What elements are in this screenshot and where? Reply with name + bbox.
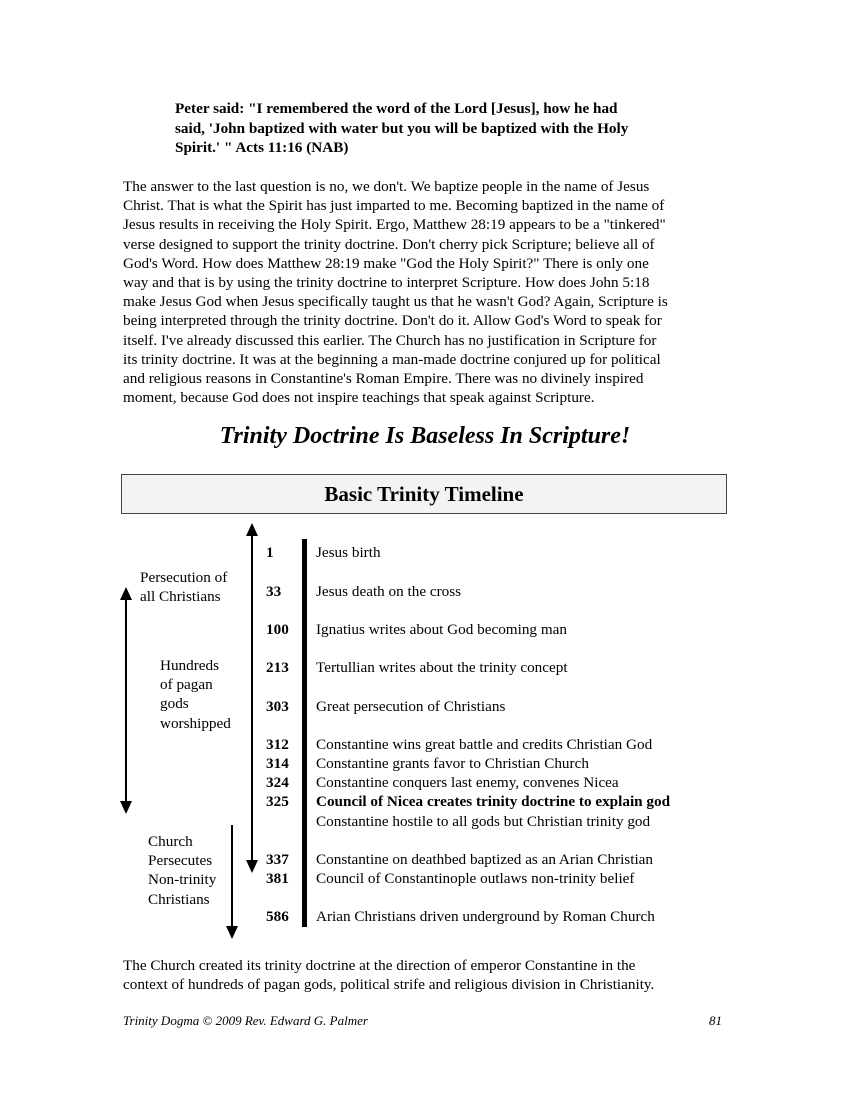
quote-line: said, 'John baptized with water but you will be baptized with the Holy [175, 119, 629, 137]
timeline-year: 324 [266, 774, 289, 791]
paragraph-line: moment, because God does not inspire teachings that speak against Scripture. [123, 389, 595, 407]
timeline-event: Constantine on deathbed baptized as an Arian Christian [316, 851, 653, 868]
arrow-down-icon [226, 926, 238, 939]
timeline-event: Constantine grants favor to Christian Church [316, 755, 589, 772]
timeline-event: Ignatius writes about God becoming man [316, 621, 567, 638]
timeline-event: Tertullian writes about the trinity concept [316, 659, 568, 676]
timeline-event-highlight: Council of Nicea creates trinity doctrine to explain god [316, 793, 671, 810]
timeline-year: 100 [266, 621, 289, 638]
timeline-year: 1 [266, 544, 274, 561]
paragraph-line: Jesus results in receiving the Holy Spirit. Ergo, Matthew 28:19 appears to be a "tinkered" [123, 216, 666, 234]
timeline-event: Great persecution of Christians [316, 698, 506, 715]
scripture-quote [175, 99, 695, 158]
persecution-arrow-line [125, 598, 127, 803]
paragraph-line: itself. I've already discussed this earlier. The Church has no justification in Scripture for [123, 331, 657, 349]
persecution-label: Persecution of all Christians [140, 569, 228, 606]
paragraph-line: God's Word. How does Matthew 28:19 make "God the Holy Spirit?" There is only one [123, 254, 649, 272]
timeline-event: Arian Christians driven underground by Roman Church [316, 908, 655, 925]
timeline-event: Constantine hostile to all gods but Christian trinity god [316, 813, 651, 830]
timeline-event: Constantine conquers last enemy, convenes Nicea [316, 774, 619, 791]
paragraph-line: being interpreted through the trinity doctrine. Don't do it. Allow God's Word to speak for [123, 312, 662, 330]
timeline-year: 314 [266, 755, 289, 772]
timeline-year: 586 [266, 908, 289, 925]
timeline-event: Jesus birth [316, 544, 381, 561]
page-number: 81 [709, 1013, 722, 1028]
quote-line: Spirit.' " Acts 11:16 (NAB) [175, 139, 349, 156]
pagan-gods-label: Hundreds of pagan gods worshipped [160, 657, 231, 732]
paragraph-line: The Church created its trinity doctrine at the direction of emperor Constantine in the [123, 957, 636, 974]
church-persecutes-label: Church Persecutes Non-trinity Christians [148, 833, 217, 908]
timeline-bar [302, 539, 307, 927]
paragraph-line: way and that is by using the trinity doctrine to interpret Scripture. How does John 5:18 [123, 274, 650, 292]
section-heading-text: Trinity Doctrine Is Baseless In Scripture! [219, 423, 631, 449]
quote-line: Peter said: "I remembered the word of the Lord [Jesus], how he had [175, 100, 618, 117]
timeline-year: 325 [266, 793, 289, 810]
closing-paragraph [123, 956, 733, 994]
timeline-title: Basic Trinity Timeline [324, 482, 524, 506]
timeline-span-arrow-line [251, 534, 253, 861]
timeline-event: Constantine wins great battle and credits Christian God [316, 736, 653, 753]
timeline-year: 213 [266, 659, 289, 676]
church-persecutes-arrow-line [231, 825, 233, 928]
paragraph-line: The answer to the last question is no, we don't. We baptize people in the name of Jesus [123, 178, 650, 195]
arrow-down-icon [120, 801, 132, 814]
timeline-year: 33 [266, 583, 282, 600]
arrow-down-icon [246, 860, 258, 873]
timeline-year: 381 [266, 870, 289, 887]
body-paragraph [123, 177, 733, 407]
timeline-title-box [121, 474, 727, 514]
paragraph-line: and religious reasons in Constantine's Roman Empire. There was no divinely inspired [123, 370, 644, 388]
paragraph-line: make Jesus God when Jesus specifically taught us that he wasn't God? Again, Scripture is [123, 293, 668, 311]
timeline-event: Council of Constantinople outlaws non-trinity belief [316, 870, 635, 887]
paragraph-line: its trinity doctrine. It was at the beginning a man-made doctrine conjured up for political [123, 350, 661, 368]
paragraph-line: context of hundreds of pagan gods, political strife and religious division in Christianity. [123, 976, 655, 994]
timeline-event: Jesus death on the cross [316, 583, 462, 600]
paragraph-line: verse designed to support the trinity doctrine. Don't cherry pick Scripture; believe all of [123, 235, 655, 253]
timeline-year: 303 [266, 698, 289, 715]
footer-copyright: Trinity Dogma © 2009 Rev. Edward G. Palmer [123, 1013, 368, 1028]
timeline-year: 337 [266, 851, 289, 868]
section-heading [0, 423, 850, 450]
timeline-year: 312 [266, 736, 289, 753]
paragraph-line: Christ. That is what the Spirit has just imparted to me. Becoming baptized in the name of [123, 197, 665, 215]
